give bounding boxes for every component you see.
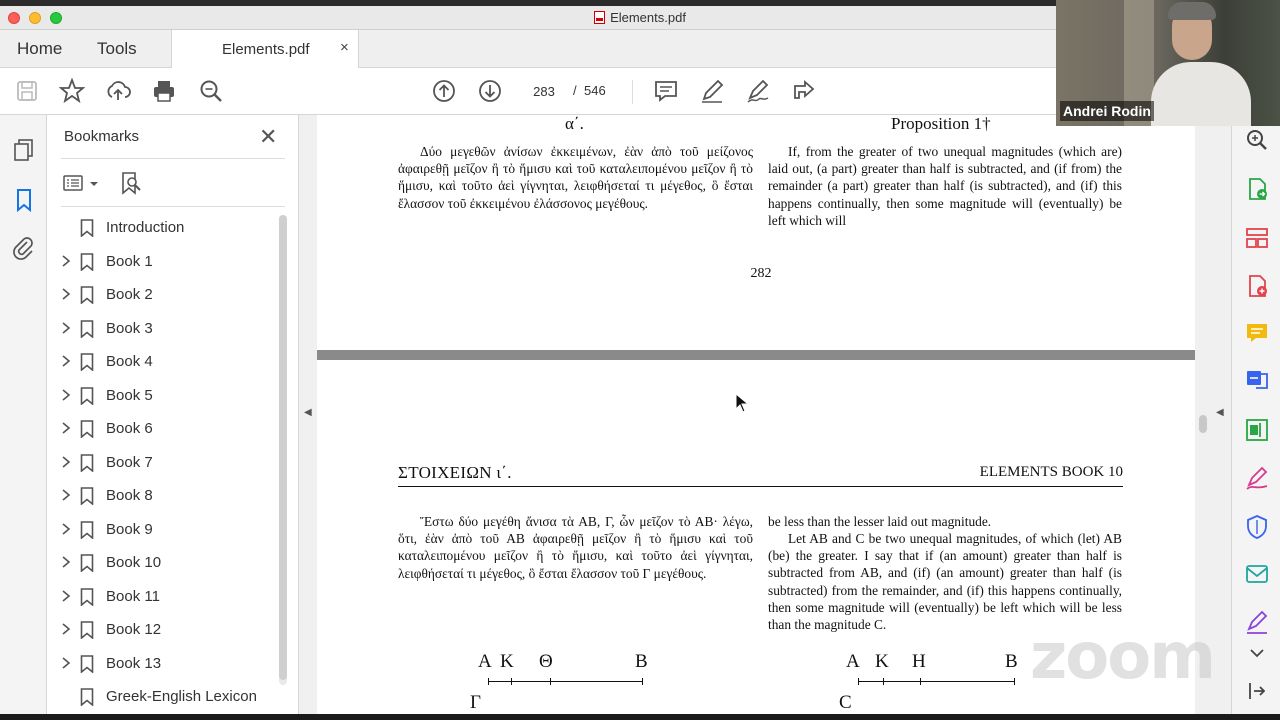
- export-pdf-icon[interactable]: [1244, 176, 1270, 202]
- zoom-icon[interactable]: [1244, 127, 1270, 153]
- chevron-right-icon[interactable]: [61, 254, 71, 268]
- star-icon[interactable]: [59, 78, 85, 104]
- bookmark-label: Book 12: [106, 621, 162, 638]
- english-proposition-heading: Proposition 1†: [891, 115, 991, 133]
- bookmark-item[interactable]: [47, 212, 287, 246]
- chevron-right-icon[interactable]: [61, 354, 71, 368]
- segment-tick: [488, 678, 489, 685]
- bookmark-item[interactable]: [47, 480, 287, 514]
- page-separator: /: [573, 83, 577, 98]
- bookmark-icon: [80, 353, 94, 371]
- tab-document-label: Elements.pdf: [222, 41, 310, 58]
- segment-tick: [1014, 678, 1015, 685]
- greek-text-block: Δύο μεγεθῶν ἀνίσων ἐκκειμένων, ἐὰν ἀπὸ τοῦ μείζονος ἀφαιρεθῇ μεῖζον ἢ τὸ ἥμισυ καὶ τοῦ καταλειπομένου μεῖζον ἢ τὸ ἥμισυ, καὶ τοῦτο ἀεὶ γίγνηται, λειφθήσεταί τι μέγεθος, ὃ ἔσται ἔλασσον τοῦ ἐκκειμένου ἐλάσσονος μεγέθους.: [398, 144, 753, 211]
- bookmark-item[interactable]: [47, 313, 287, 347]
- figure-label: A: [846, 651, 860, 672]
- fill-sign-icon[interactable]: [1244, 466, 1270, 492]
- page-break: [317, 350, 1195, 360]
- bookmark-label: Book 13: [106, 654, 162, 672]
- bottom-strip: [0, 714, 1280, 720]
- greek-text-block: Ἔστω δύο μεγέθη ἄνισα τὰ ΑΒ, Γ, ὧν μεῖζον τὸ ΑΒ· λέγω, ὅτι, ἐὰν ἀπὸ τοῦ ΑΒ ἀφαιρεθῇ μεῖζον ἢ τὸ ἥμισυ καὶ τοῦ καταλειπομένου μεῖζον ἢ τὸ ἥμισυ, καὶ τοῦτο ἀεὶ γίγνηται, λειφθήσεταί τι μέγεθος, ὃ ἔσται ἔλασσον τοῦ Γ μεγέθους.: [398, 514, 753, 581]
- bookmark-label: Book 2: [106, 286, 153, 303]
- chevron-right-icon[interactable]: [61, 589, 71, 603]
- figure-label: B: [1005, 651, 1018, 672]
- segment-tick: [883, 678, 884, 685]
- toolbar-divider: [632, 80, 633, 104]
- bookmark-item[interactable]: [47, 681, 287, 715]
- bookmark-label: Book 4: [106, 353, 153, 370]
- bookmarks-scrollbar[interactable]: [279, 215, 287, 685]
- bookmark-label: Book 1: [106, 252, 153, 270]
- share-icon[interactable]: [791, 78, 817, 104]
- figure-label: K: [875, 651, 889, 672]
- bookmark-label: Book 10: [106, 554, 162, 571]
- bookmark-icon: [80, 286, 94, 304]
- chevron-right-icon[interactable]: [61, 622, 71, 636]
- pen-icon[interactable]: [699, 78, 725, 104]
- zoom-watermark: zoom: [1030, 620, 1214, 694]
- total-pages: 546: [584, 83, 606, 98]
- bookmark-icon: [80, 253, 94, 271]
- bookmark-icon: [80, 487, 94, 505]
- bookmarks-scrollbar-thumb[interactable]: [279, 215, 287, 680]
- bookmark-item[interactable]: [47, 648, 287, 682]
- pdf-page-282: [317, 115, 1195, 350]
- bookmark-icon: [80, 621, 94, 639]
- bookmark-item[interactable]: [47, 514, 287, 548]
- chevron-down-icon[interactable]: [89, 180, 99, 188]
- bookmark-item[interactable]: [47, 547, 287, 581]
- tab-close-button[interactable]: ×: [340, 39, 349, 56]
- bookmarks-close-button[interactable]: ✕: [259, 124, 278, 149]
- bookmark-icon: [80, 554, 94, 572]
- document-scrollbar-thumb[interactable]: [1199, 415, 1207, 433]
- bookmark-icon: [80, 387, 94, 405]
- bookmarks-divider: [61, 206, 285, 207]
- header-rule: [398, 486, 1123, 487]
- english-continuation-line: be less than the lesser laid out magnitude.: [768, 514, 992, 529]
- scan-icon[interactable]: [1244, 366, 1270, 392]
- bookmark-icon: [80, 420, 94, 438]
- segment-tick: [920, 678, 921, 685]
- running-header-english: ELEMENTS BOOK 10: [979, 464, 1123, 480]
- bookmark-icon: [80, 521, 94, 539]
- organize-pages-icon[interactable]: [1244, 225, 1270, 251]
- bookmark-item[interactable]: [47, 246, 287, 280]
- tab-home[interactable]: Home: [17, 39, 63, 58]
- greek-proposition-heading: α΄.: [565, 115, 584, 133]
- bookmark-label: Book 8: [106, 487, 153, 504]
- comment-icon[interactable]: [653, 78, 679, 104]
- zoom-search-icon[interactable]: [198, 78, 224, 104]
- running-header-greek: ΣΤΟΙΧΕΙΩΝ ι΄.: [398, 463, 512, 482]
- tab-tools[interactable]: Tools: [97, 39, 137, 58]
- participant-figure: [1151, 62, 1251, 126]
- figure-label: Α: [478, 651, 492, 672]
- page-up-icon[interactable]: [431, 78, 457, 104]
- figure-label: Β: [635, 651, 648, 672]
- bookmark-icon: [80, 655, 94, 673]
- send-icon[interactable]: [1244, 562, 1270, 588]
- more-tools-icon[interactable]: [1244, 610, 1270, 636]
- figure-label: Κ: [500, 651, 514, 672]
- left-navigation-rail: [0, 115, 47, 720]
- comment-icon[interactable]: [1244, 320, 1270, 346]
- bookmark-label: Introduction: [106, 219, 185, 236]
- zoom-participant-video: [1056, 0, 1280, 126]
- chevron-right-icon[interactable]: [61, 321, 71, 335]
- bookmarks-list: [47, 212, 287, 715]
- line-segment-ab: [858, 681, 1015, 682]
- bookmark-item[interactable]: [47, 413, 287, 447]
- figure-label: Γ: [470, 692, 481, 713]
- bookmarks-divider: [61, 158, 285, 159]
- chevron-right-icon[interactable]: [61, 656, 71, 670]
- bookmark-item[interactable]: [47, 279, 287, 313]
- pdf-file-icon: [594, 11, 605, 24]
- bookmark-icon: [80, 320, 94, 338]
- sign-icon[interactable]: [745, 78, 771, 104]
- bookmark-icon: [80, 454, 94, 472]
- segment-tick: [858, 678, 859, 685]
- mouse-cursor-icon: [735, 393, 749, 413]
- english-text-block: If, from the greater of two unequal magnitudes (which are) laid out, (a part) greater than half is subtracted, and (if from) the remainder (a part) greater than half (is subtracted), and (if) this happens continually, then some magnitude will (eventually) be left which will: [768, 144, 1122, 228]
- right-tools-rail: [1231, 115, 1280, 720]
- bookmark-item[interactable]: [47, 346, 287, 380]
- bookmark-label: Book 9: [106, 520, 153, 538]
- bookmark-label: Book 7: [106, 453, 153, 471]
- chevron-down-icon[interactable]: [1244, 640, 1270, 666]
- print-icon[interactable]: [151, 78, 177, 104]
- bookmark-label: Book 5: [106, 386, 153, 404]
- chevron-right-icon[interactable]: [61, 555, 71, 569]
- chevron-right-icon[interactable]: [61, 522, 71, 536]
- chevron-right-icon[interactable]: [61, 455, 71, 469]
- page-down-icon[interactable]: [477, 78, 503, 104]
- bookmark-item[interactable]: [47, 614, 287, 648]
- segment-tick: [642, 678, 643, 685]
- chevron-right-icon[interactable]: [61, 388, 71, 402]
- protect-icon[interactable]: [1244, 514, 1270, 540]
- find-bookmark-icon[interactable]: [119, 171, 143, 195]
- participant-name-label: Andrei Rodin: [1060, 101, 1154, 121]
- bookmark-label: Book 3: [106, 319, 153, 337]
- bookmark-item[interactable]: [47, 447, 287, 481]
- figure-label: Θ: [539, 651, 553, 672]
- bookmarks-panel: [47, 115, 299, 720]
- save-icon[interactable]: [14, 78, 40, 104]
- figure-label: C: [839, 692, 852, 713]
- chevron-right-icon[interactable]: [61, 287, 71, 301]
- expand-icon[interactable]: [1244, 678, 1270, 704]
- bookmark-item[interactable]: [47, 380, 287, 414]
- collapse-right-panel-button[interactable]: ◀: [1216, 407, 1224, 418]
- chevron-right-icon[interactable]: [61, 421, 71, 435]
- bookmark-label: Book 11: [106, 587, 160, 605]
- participant-hair: [1168, 2, 1216, 20]
- edit-pdf-icon[interactable]: [1244, 417, 1270, 443]
- bookmarks-tools: [63, 170, 153, 196]
- bookmark-icon: [80, 688, 94, 706]
- upload-icon[interactable]: [105, 78, 131, 104]
- bookmark-label: Greek-English Lexicon: [106, 688, 257, 705]
- english-text-block: Let AB and C be two unequal magnitudes, of which (let) AB (be) the greater. I say that if (an amount) greater than half is subtracted from AB, and (if) (an amount) greater than half (is subtracted) from the remainder, and (if) this happens continually, then some magnitude will (eventually) be left which will be less than the magnitude C.: [768, 531, 1122, 633]
- segment-tick: [550, 678, 551, 685]
- segment-tick: [511, 678, 512, 685]
- bookmark-options-icon[interactable]: [63, 173, 85, 193]
- chevron-right-icon[interactable]: [61, 488, 71, 502]
- window-title-text: Elements.pdf: [610, 10, 686, 25]
- bookmark-item[interactable]: [47, 581, 287, 615]
- bookmark-icon: [80, 219, 94, 237]
- page-number-input[interactable]: 283: [533, 84, 555, 99]
- bookmarks-icon[interactable]: [11, 187, 37, 213]
- create-pdf-icon[interactable]: [1244, 273, 1270, 299]
- bookmarks-title: Bookmarks: [64, 128, 140, 145]
- page-thumbnails-icon[interactable]: [11, 137, 37, 163]
- page-number-label: 282: [750, 266, 772, 281]
- figure-label: H: [912, 651, 926, 672]
- bookmark-icon: [80, 588, 94, 606]
- attachments-icon[interactable]: [11, 235, 37, 261]
- collapse-left-panel-button[interactable]: ◀: [304, 407, 312, 418]
- tab-document[interactable]: [171, 30, 359, 68]
- bookmark-label: Book 6: [106, 420, 153, 437]
